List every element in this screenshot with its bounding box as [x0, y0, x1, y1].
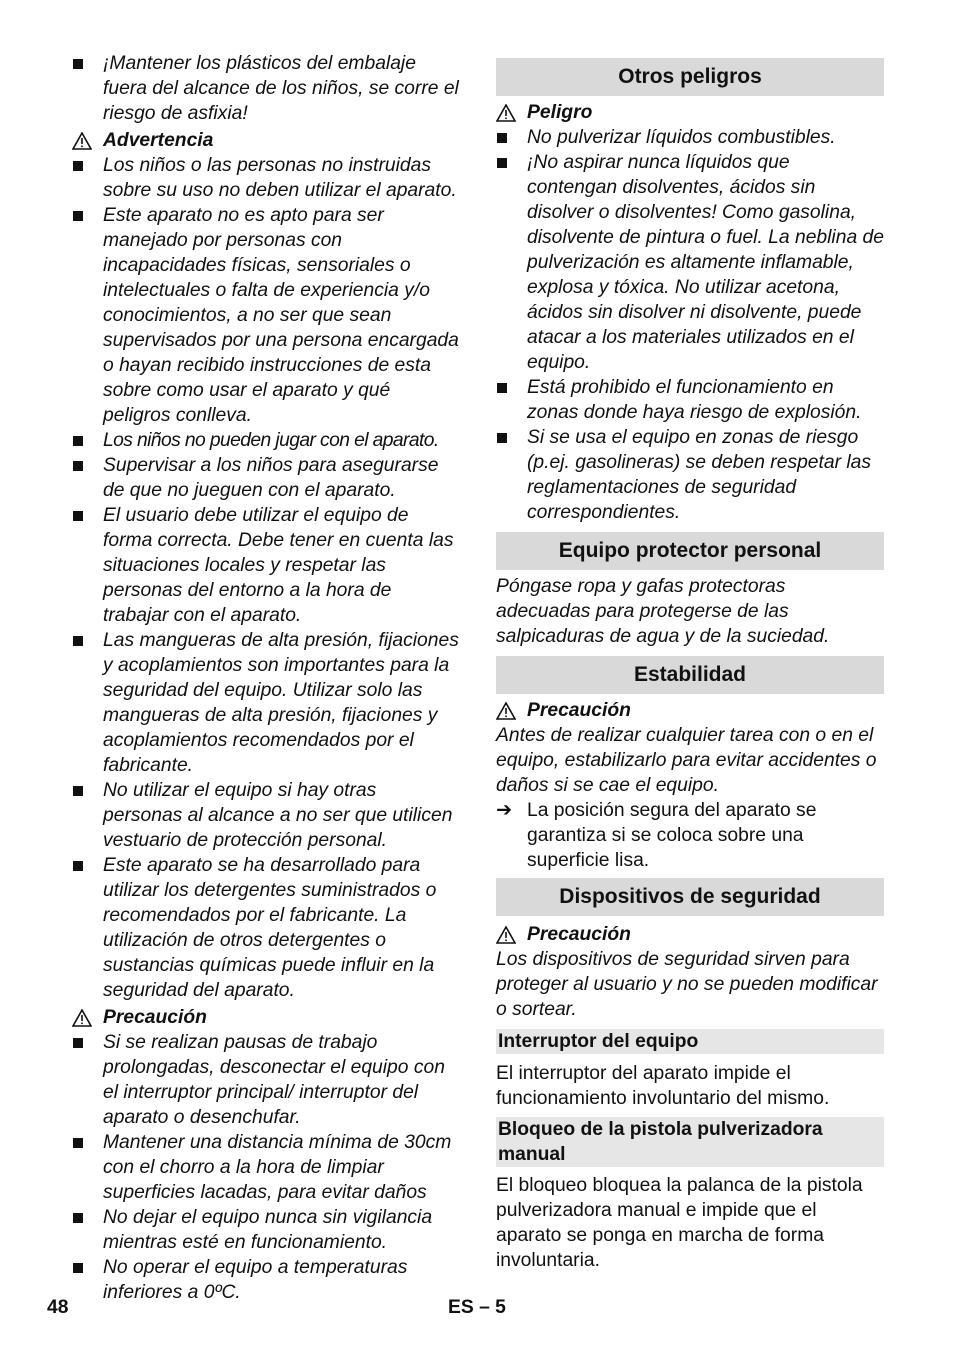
square-bullet-icon	[73, 161, 83, 171]
list-item: Los niños o las personas no instruidas sobre su uso no deben utilizar el aparato.	[72, 153, 460, 203]
square-bullet-icon	[497, 383, 507, 393]
square-bullet-icon	[73, 861, 83, 871]
square-bullet-icon	[73, 211, 83, 221]
square-bullet-icon	[73, 636, 83, 646]
list-item: ➔ La posición segura del aparato se garantiza si se coloca sobre una superficie lisa.	[496, 800, 817, 871]
square-bullet-icon	[73, 511, 83, 521]
square-bullet-icon	[73, 59, 83, 69]
section-footer: ES – 5	[448, 1297, 506, 1318]
list-item: ¡No aspirar nunca líquidos que contengan disolventes, ácidos sin disolver o disolventes! Como gasolina, disolvente de pintura o fuel. La neblina de pulverización es altamente inflamable, explosa y tóxica. No utilizar acetona, ácidos sin disolver ni disolvente, puede atacar a los materiales utilizados en el equipo.	[496, 150, 884, 375]
list-item: Si se realizan pausas de trabajo prolongadas, desconectar el equipo con el interruptor principal/ interruptor del aparato o desenchufar.	[72, 1030, 460, 1130]
square-bullet-icon	[73, 1038, 83, 1048]
square-bullet-icon	[497, 433, 507, 443]
list-item: Mantener una distancia mínima de 30cm con el chorro a la hora de limpiar superficies lacadas, para evitar daños	[72, 1130, 460, 1205]
list-item: No pulverizar líquidos combustibles.	[496, 125, 884, 150]
list-item: Supervisar a los niños para asegurarse de que no jueguen con el aparato.	[72, 453, 460, 503]
subsection-heading: Bloqueo de la pistola pulverizadora manual	[496, 1117, 884, 1167]
caution-heading: Precaución	[72, 1005, 460, 1030]
list-item: Si se usa el equipo en zonas de riesgo (p.ej. gasolineras) se deben respetar las reglamentaciones de seguridad correspondientes.	[496, 425, 884, 525]
paragraph: Antes de realizar cualquier tarea con o en el equipo, estabilizarlo para evitar accidentes o daños si se cae el equipo.	[496, 725, 877, 796]
warning-triangle-icon	[496, 926, 516, 944]
square-bullet-icon	[73, 786, 83, 796]
list-item: Este aparato no es apto para ser manejado por personas con incapacidades físicas, sensoriales o intelectuales o falta de experiencia y/o conocimientos, a no ser que sean supervisados por una persona encargada o hayan recibido instrucciones de esta sobre como usar el aparato y qué peligros conlleva.	[72, 203, 460, 428]
square-bullet-icon	[73, 1213, 83, 1223]
right-column	[496, 58, 884, 1273]
list-item: Los niños no pueden jugar con el aparato.	[72, 428, 460, 453]
square-bullet-icon	[497, 133, 507, 143]
warning-triangle-icon	[496, 104, 516, 122]
list-item: El usuario debe utilizar el equipo de forma correcta. Debe tener en cuenta las situaciones locales y respetar las personas del entorno a la hora de trabajar con el aparato.	[72, 503, 460, 628]
section-heading: Equipo protector personal	[496, 532, 884, 570]
list-item: Este aparato se ha desarrollado para utilizar los detergentes suministrados o recomendados por el fabricante. La utilización de otros detergentes o sustancias químicas puede influir en la seguridad del aparato.	[72, 853, 460, 1003]
square-bullet-icon	[497, 158, 507, 168]
square-bullet-icon	[73, 1138, 83, 1148]
warning-triangle-icon	[72, 1009, 92, 1027]
section-heading: Estabilidad	[496, 656, 884, 694]
left-column	[72, 51, 460, 1305]
square-bullet-icon	[73, 461, 83, 471]
list-item: No dejar el equipo nunca sin vigilancia mientras esté en funcionamiento.	[72, 1205, 460, 1255]
section-heading: Otros peligros	[496, 58, 884, 96]
list-item: ¡Mantener los plásticos del embalaje fuera del alcance de los niños, se corre el riesgo de asfixia!	[72, 51, 460, 126]
section-heading: Dispositivos de seguridad	[496, 878, 884, 916]
warning-triangle-icon	[72, 132, 92, 150]
paragraph: El bloqueo bloquea la palanca de la pistola pulverizadora manual e impide que el aparato se ponga en marcha de forma involuntaria.	[496, 1175, 863, 1271]
paragraph: Póngase ropa y gafas protectoras adecuadas para protegerse de las salpicaduras de agua y de la suciedad.	[496, 576, 830, 647]
list-item: Las mangueras de alta presión, fijaciones y acoplamientos son importantes para la seguridad del equipo. Utilizar solo las mangueras de alta presión, fijaciones y acoplamientos recomendados por el fabricante.	[72, 628, 460, 778]
caution-heading: Precaución	[496, 698, 884, 723]
paragraph: El interruptor del aparato impide el funcionamiento involuntario del mismo.	[496, 1063, 830, 1109]
list-item: Está prohibido el funcionamiento en zonas donde haya riesgo de explosión.	[496, 375, 884, 425]
page-number: 48	[47, 1297, 69, 1318]
square-bullet-icon	[73, 436, 83, 446]
subsection-heading: Interruptor del equipo	[496, 1029, 884, 1054]
list-item: No operar el equipo a temperaturas inferiores a 0ºC.	[72, 1255, 460, 1305]
warning-heading: Advertencia	[72, 128, 460, 153]
danger-heading: Peligro	[496, 100, 884, 125]
right-arrow-icon: ➔	[496, 800, 513, 821]
caution-heading: Precaución	[496, 922, 884, 947]
warning-triangle-icon	[496, 702, 516, 720]
paragraph: Los dispositivos de seguridad sirven para proteger al usuario y no se pueden modificar o sortear.	[496, 949, 878, 1020]
square-bullet-icon	[73, 1263, 83, 1273]
list-item: No utilizar el equipo si hay otras personas al alcance a no ser que utilicen vestuario de protección personal.	[72, 778, 460, 853]
